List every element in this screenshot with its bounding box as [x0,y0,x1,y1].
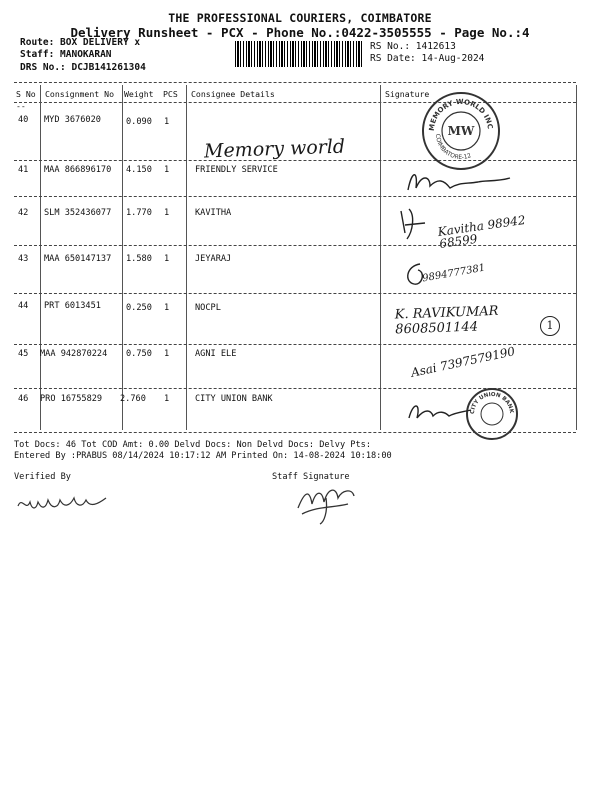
col-divider [40,85,41,430]
row-sno: 40 [18,115,29,125]
stamp-text: MEMORY WORLD INC [427,97,494,132]
stamp-subtext: COIMBATORE-12 [433,133,473,162]
row-pcs: 1 [164,349,170,359]
row-consignee: JEYARAJ [195,254,232,264]
row-weight: 1.580 [126,254,152,264]
row-sno: 44 [18,301,29,311]
col-header-weight: Weight [124,89,154,99]
verified-by-label: Verified By [14,472,71,482]
row-weight: 1.770 [126,208,152,218]
row-rule [14,245,576,246]
row-pcs: 1 [164,165,170,175]
barcode [235,41,363,67]
col-header-consignment: Consignment No [45,89,115,99]
row-weight: 0.090 [126,117,152,127]
row-consignment: SLM 352436077 [44,208,112,218]
row-consignee: AGNI ELE [195,349,237,359]
row-sno: 43 [18,254,29,264]
bank-stamp-ring [468,390,516,438]
row-consignment: PRT 6013451 [44,301,101,311]
col-divider [576,85,577,430]
row-sno: 42 [18,208,29,218]
table-top-rule [14,82,576,83]
row-pcs: 1 [164,303,170,313]
signature-scribble [400,260,440,294]
handwritten-note: Asai 7397579190 [409,344,517,380]
signature-scribble [400,168,520,202]
staff-signature [292,478,362,532]
row-weight: 0.750 [126,349,152,359]
col-header-consignee: Consignee Details [191,89,275,99]
staff-label: Staff: MANOKARAN [20,49,112,60]
circled-number: 1 [540,316,560,336]
col-divider [380,85,381,430]
row-pcs: 1 [164,208,170,218]
company-stamp [422,92,500,170]
row-pcs: 1 [164,117,170,127]
row-consignee: FRIENDLY SERVICE [195,165,278,175]
signature-scribble [405,398,475,432]
dash-mark: -- [16,101,26,111]
row-rule [14,344,576,345]
handwritten-note: K. RAVIKUMAR 8608501144 [394,303,499,338]
company-title: THE PROFESSIONAL COURIERS, COIMBATORE [168,11,432,25]
col-header-sno: S No [16,89,36,99]
row-weight: 4.150 [126,165,152,175]
stamp-ring [424,94,498,168]
col-header-signature: Signature [385,89,430,99]
totals-summary: Tot Docs: 46 Tot COD Amt: 0.00 Delvd Docs: Non Delvd Docs: Delvy Pts: [14,440,371,450]
staff-signature-label: Staff Signature [272,472,350,482]
row-pcs: 1 [164,394,170,404]
col-divider [186,85,187,430]
row-consignee: KAVITHA [195,208,232,218]
row-consignment: MAA 866896170 [44,165,112,175]
svg-text:MW: MW [447,124,475,138]
row-sno: 41 [18,165,29,175]
handwritten-note: Memory world [203,135,346,163]
row-sno: 45 [18,349,29,359]
row-pcs: 1 [164,254,170,264]
row-sno: 46 [18,394,29,404]
col-header-pcs: PCS [163,89,178,99]
row-weight: 0.250 [126,303,152,313]
row-weight: 2.760 [120,394,146,404]
signature-scribble [395,205,445,249]
row-consignment: MYD 3676020 [44,115,101,125]
bank-stamp-text: CITY UNION BANK [469,391,515,415]
route-label: Route: BOX DELIVERY x [20,37,141,48]
handwritten-note: Kavitha 98942 68599 [436,212,527,251]
row-consignment: PRO 16755829 [40,394,103,404]
entered-printed-info: Entered By :PRABUS 08/14/2024 10:17:12 AM Printed On: 14-08-2024 10:18:00 [14,451,392,461]
row-consignee: CITY UNION BANK [195,394,273,404]
rs-date: RS Date: 14-Aug-2024 [370,53,485,64]
runsheet-subtitle: Delivery Runsheet - PCX - Phone No.:0422-3505555 - Page No.:4 [70,25,530,40]
drs-number: DRS No.: DCJB141261304 [20,62,146,73]
rs-number: RS No.: 1412613 [370,41,456,52]
row-consignee: NOCPL [195,303,221,313]
verifier-signature [14,488,114,522]
handwritten-note: 9894777381 [421,262,487,285]
row-consignment: MAA 942870224 [40,349,108,359]
col-divider [122,85,123,430]
row-rule [14,293,576,294]
row-consignment: MAA 650147137 [44,254,112,264]
